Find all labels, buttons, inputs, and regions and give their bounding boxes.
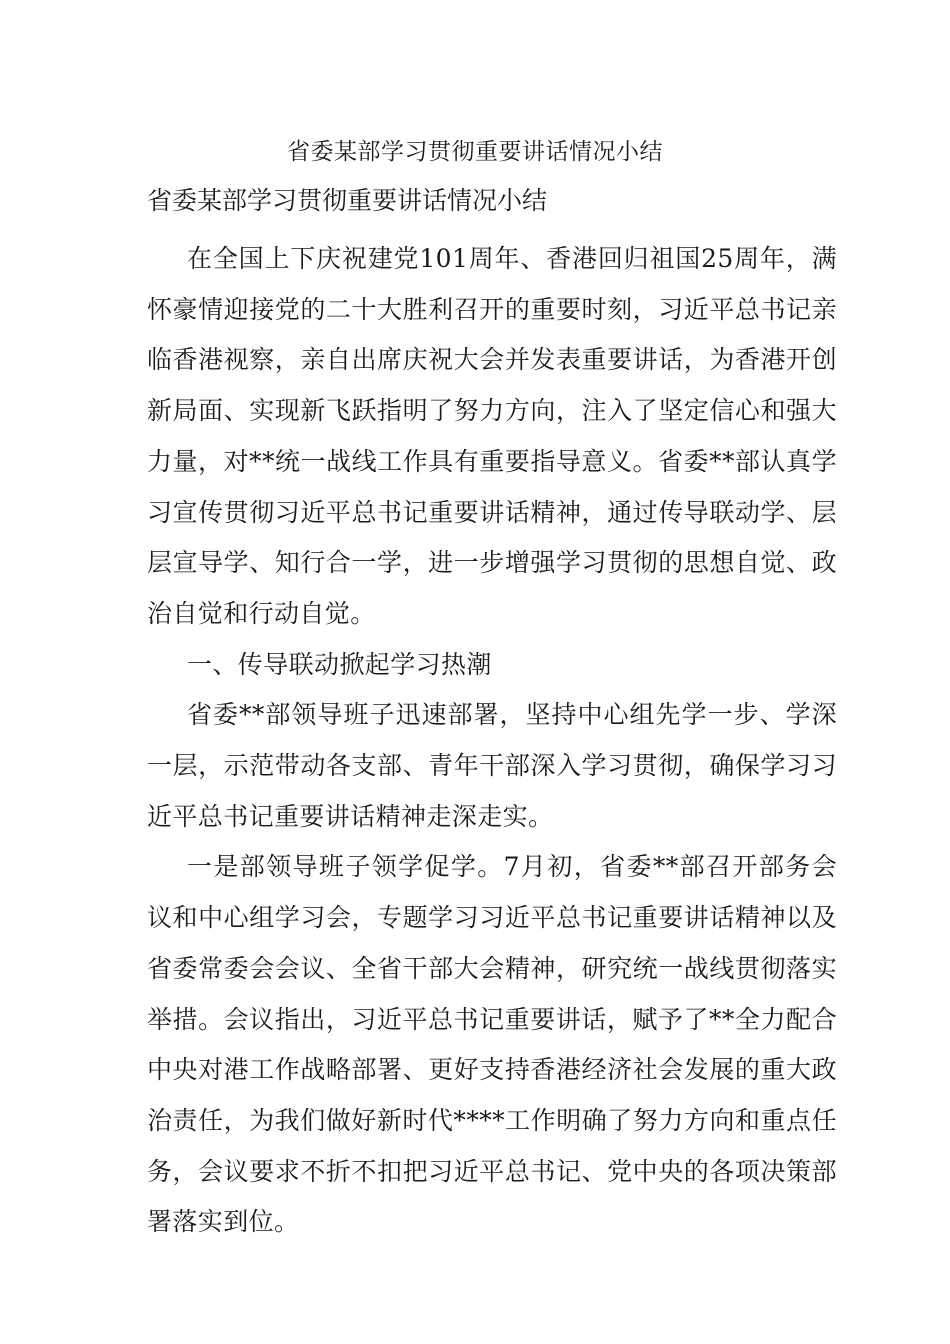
- paragraph-intro: 在全国上下庆祝建党101周年、香港回归祖国25周年，满怀豪情迎接党的二十大胜利召开的重要时刻，习近平总书记亲临香港视察，亲自出席庆祝大会并发表重要讲话，为香港开创新局面、实现新飞跃指明了努力方向，注入了坚定信心和强大力量，对**统一战线工作具有重要指导意义。省委**部认真学习宣传贯彻习近平总书记重要讲话精神，通过传导联动学、层层宣导学、知行合一学，进一步增强学习贯彻的思想自觉、政治自觉和行动自觉。: [147, 244, 837, 628]
- paragraph-point-1: 一是部领导班子领学促学。7月初，省委**部召开部务会议和中心组学习会，专题学习习近平总书记重要讲话精神以及省委常委会会议、全省干部大会精神，研究统一战线贯彻落实举措。会议指出，习近平总书记重要讲话，赋予了**全力配合中央对港工作战略部署、更好支持香港经济社会发展的重大政治责任，为我们做好新时代****工作明确了努力方向和重点任务，会议要求不折不扣把习近平总书记、党中央的各项决策部署落实到位。: [147, 852, 837, 1237]
- document-subtitle: 省委某部学习贯彻重要讲话情况小结: [147, 186, 548, 215]
- paragraph-section-1: 省委**部领导班子迅速部署，坚持中心组先学一步、学深一层，示范带动各支部、青年干部深入学习贯彻，确保学习习近平总书记重要讲话精神走深走实。: [147, 700, 837, 831]
- section-heading-1: 一、传导联动掀起学习热潮: [187, 649, 492, 679]
- document-body: [147, 234, 837, 1248]
- document-title: 省委某部学习贯彻重要讲话情况小结: [287, 139, 663, 165]
